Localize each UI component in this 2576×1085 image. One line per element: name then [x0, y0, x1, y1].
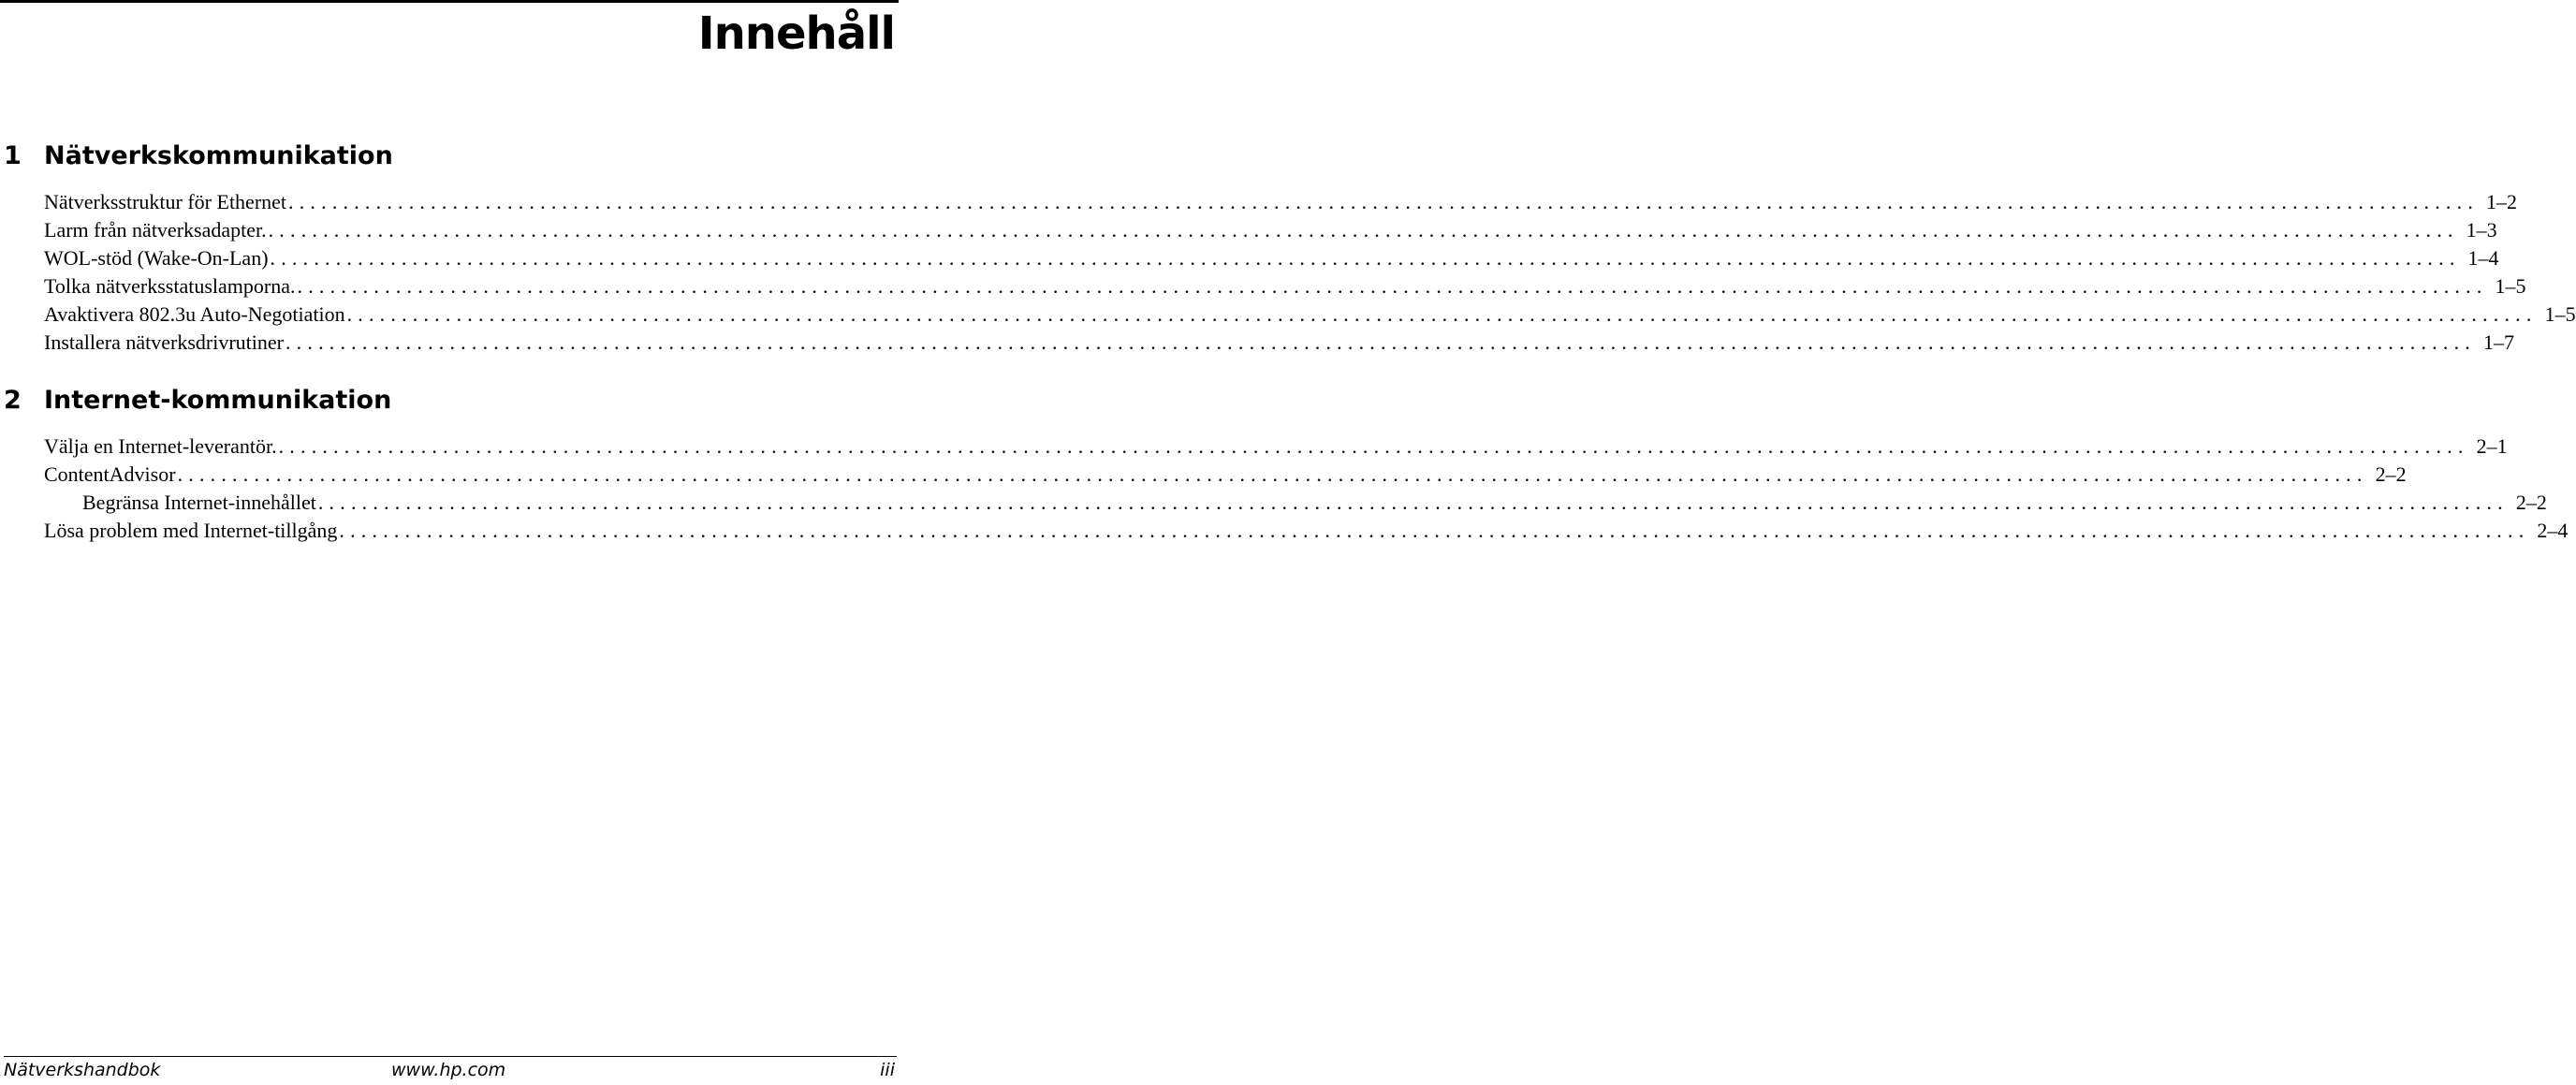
- toc-entry-page[interactable]: 1–4: [2467, 246, 2499, 270]
- toc-entry-title[interactable]: Välja en Internet-leverantör.: [44, 434, 277, 458]
- toc-list: [0, 433, 2569, 545]
- toc-entry-page[interactable]: 1–2: [2486, 190, 2518, 213]
- toc-entry[interactable]: [0, 301, 2576, 329]
- toc-entry-page[interactable]: 2–2: [2375, 462, 2407, 486]
- dot-leader: ........................................................................................................................................................................................................: [285, 330, 2476, 354]
- dot-leader: ........................................................................................................................................................................................................: [177, 462, 2368, 486]
- chapter-1: [0, 139, 2576, 357]
- toc-entry-page[interactable]: 2–4: [2537, 519, 2569, 542]
- dot-leader: ........................................................................................................................................................................................................: [270, 246, 2461, 270]
- toc-entry-title[interactable]: Nätverksstruktur för Ethernet: [44, 190, 287, 213]
- toc-entry[interactable]: [0, 244, 2499, 272]
- dot-leader: ........................................................................................................................................................................................................: [288, 190, 2480, 213]
- chapter-heading: [0, 139, 899, 173]
- toc-entry-title[interactable]: Avaktivera 802.3u Auto-Negotiation: [44, 302, 345, 326]
- dot-leader: ........................................................................................................................................................................................................: [297, 274, 2488, 298]
- toc-entry[interactable]: [0, 329, 2514, 357]
- toc-entry-title[interactable]: Lösa problem med Internet-tillgång: [44, 519, 338, 542]
- toc-entry-page[interactable]: 1–5: [2544, 302, 2576, 326]
- chapter-number: 2: [4, 386, 22, 415]
- toc-entry-page[interactable]: 2–2: [2515, 491, 2547, 514]
- page-title: Innehåll: [697, 7, 895, 60]
- toc-entry-page[interactable]: 1–7: [2482, 330, 2514, 354]
- toc-entry[interactable]: [0, 433, 2508, 461]
- footer-book-title: Nätverkshandbok: [4, 1060, 161, 1080]
- toc-entry-page[interactable]: 1–5: [2495, 274, 2526, 298]
- footer-website: www.hp.com: [391, 1060, 506, 1080]
- toc-list: [0, 188, 2576, 357]
- toc-entry[interactable]: [0, 517, 2569, 545]
- toc-entry-title[interactable]: Begränsa Internet-innehållet: [82, 491, 316, 514]
- toc-entry-title[interactable]: ContentAdvisor: [44, 462, 176, 486]
- dot-leader: ........................................................................................................................................................................................................: [317, 491, 2509, 514]
- toc-entry-page[interactable]: 2–1: [2476, 434, 2508, 458]
- header-rule: [0, 0, 899, 3]
- chapter-number: 1: [4, 141, 22, 170]
- toc-entry[interactable]: [0, 216, 2497, 244]
- toc-entry-title[interactable]: Tolka nätverksstatuslamporna.: [44, 274, 296, 298]
- chapter-heading: [0, 384, 899, 418]
- dot-leader: ........................................................................................................................................................................................................: [268, 218, 2459, 242]
- toc-entry-title[interactable]: Larm från nätverksadapter.: [44, 218, 267, 242]
- dot-leader: ........................................................................................................................................................................................................: [346, 302, 2538, 326]
- toc-entry[interactable]: [0, 272, 2526, 301]
- dot-leader: ........................................................................................................................................................................................................: [278, 434, 2469, 458]
- toc-entry[interactable]: [0, 461, 2407, 489]
- chapter-2: [0, 384, 2569, 545]
- chapter-title: Nätverkskommunikation: [44, 141, 393, 170]
- footer-page-number: iii: [880, 1060, 895, 1080]
- dot-leader: ........................................................................................................................................................................................................: [339, 519, 2530, 542]
- footer-rule: [4, 1056, 897, 1057]
- toc-entry-title[interactable]: WOL-stöd (Wake-On-Lan): [44, 246, 269, 270]
- chapter-title: Internet-kommunikation: [44, 386, 392, 415]
- toc-entry-title[interactable]: Installera nätverksdrivrutiner: [44, 330, 284, 354]
- toc-entry-page[interactable]: 1–3: [2466, 218, 2497, 242]
- toc-entry[interactable]: [0, 188, 2518, 216]
- toc-subentry[interactable]: [0, 489, 2547, 517]
